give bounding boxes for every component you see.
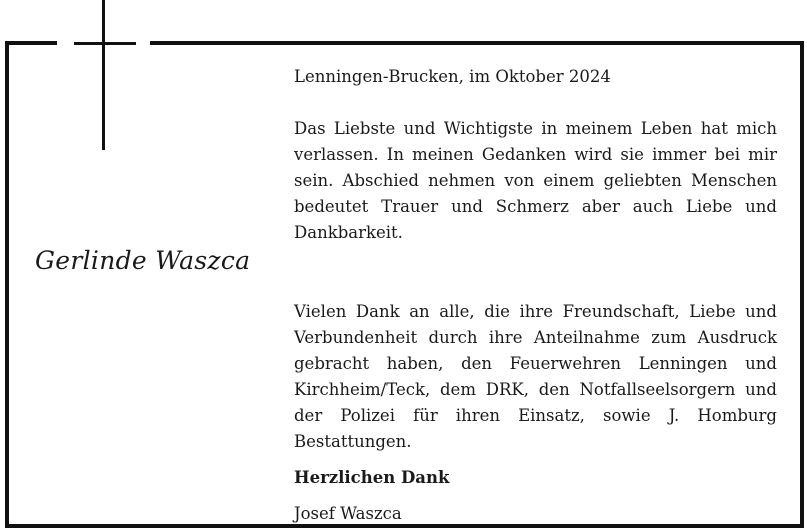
frame-left-line bbox=[5, 41, 9, 528]
paragraph-farewell: Das Liebste und Wichtigste in meinem Leben hat mich verlassen. In meinen Gedanken wird sie immer bei mir sein. Abschied nehmen von einem geliebten Menschen bedeutet Trauer und Schmerz aber auch Liebe und Dankbarkeit. bbox=[294, 119, 777, 242]
frame-top-right-line bbox=[150, 41, 804, 45]
deceased-name: Gerlinde Waszca bbox=[35, 246, 251, 275]
notice-content bbox=[294, 64, 777, 527]
signature: Josef Waszca bbox=[294, 504, 402, 523]
paragraph-thanks: Vielen Dank an alle, die ihre Freundschaft, Liebe und Verbundenheit durch ihre Anteilnahme zum Ausdruck gebracht haben, den Feuerwehren Lenningen und Kirchheim/Teck, dem DRK, den Notfallseelsorgern und der Polizei für ihren Einsatz, sowie J. Homburg Bestattungen. bbox=[294, 302, 777, 451]
frame-top-left-line bbox=[5, 41, 57, 45]
closing-line: Herzlichen Dank bbox=[294, 468, 450, 487]
place-date: Lenningen-Brucken, im Oktober 2024 bbox=[294, 67, 611, 86]
cross-horizontal-bar bbox=[74, 42, 136, 45]
frame-right-line bbox=[800, 41, 804, 528]
cross-vertical-bar bbox=[102, 0, 105, 150]
